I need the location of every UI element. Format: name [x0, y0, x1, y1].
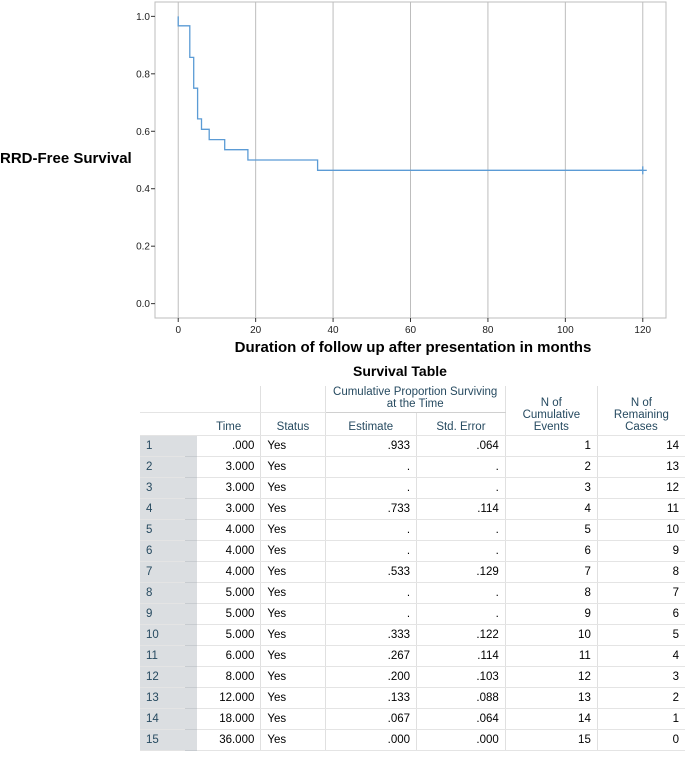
estimate-cell: .	[325, 478, 417, 499]
estimate-cell: .333	[325, 625, 417, 646]
table-row	[140, 457, 685, 478]
table-row	[140, 541, 685, 562]
table-row	[140, 562, 685, 583]
table-row	[140, 625, 685, 646]
cumulative-events-cell: 7	[505, 562, 597, 583]
row-indent-cell	[185, 730, 197, 751]
remaining-cases-cell: 1	[597, 709, 685, 730]
table-title: Survival Table	[353, 363, 447, 379]
estimate-cell: .733	[325, 499, 417, 520]
corner-indent	[185, 386, 197, 413]
row-indent-cell	[185, 688, 197, 709]
x-axis-label: Duration of follow up after presentation in months	[234, 339, 592, 356]
stderror-cell: .064	[417, 436, 506, 457]
cumulative-events-cell: 12	[505, 667, 597, 688]
table-row	[140, 478, 685, 499]
estimate-cell: .	[325, 604, 417, 625]
time-cell: 4.000	[197, 520, 261, 541]
estimate-cell: .533	[325, 562, 417, 583]
col-header-time: Time	[197, 413, 261, 436]
table-row	[140, 730, 685, 751]
estimate-cell: .	[325, 541, 417, 562]
table-row	[140, 583, 685, 604]
remaining-cases-cell: 3	[597, 667, 685, 688]
cumulative-events-cell: 11	[505, 646, 597, 667]
status-cell: Yes	[261, 457, 325, 478]
row-number-cell: 5	[140, 520, 185, 541]
remaining-cases-cell: 13	[597, 457, 685, 478]
time-cell: 12.000	[197, 688, 261, 709]
cumulative-events-cell: 9	[505, 604, 597, 625]
y-tick-label: 0.2	[136, 241, 150, 253]
x-tick-label: 80	[482, 325, 494, 336]
time-cell: 5.000	[197, 625, 261, 646]
stderror-cell: .129	[417, 562, 506, 583]
col-header-stderror: Std. Error	[417, 413, 506, 436]
remaining-cases-cell: 2	[597, 688, 685, 709]
row-indent-cell	[185, 457, 197, 478]
row-number-cell: 3	[140, 478, 185, 499]
x-tick-label: 60	[404, 325, 417, 336]
status-cell: Yes	[261, 667, 325, 688]
y-axis-label: RRD-Free Survival	[0, 150, 132, 167]
status-cell: Yes	[261, 730, 325, 751]
stderror-cell: .088	[417, 688, 506, 709]
cumulative-events-cell: 1	[505, 436, 597, 457]
estimate-cell: .000	[325, 730, 417, 751]
estimate-cell: .	[325, 583, 417, 604]
row-number-cell: 4	[140, 499, 185, 520]
remaining-cases-cell: 9	[597, 541, 685, 562]
x-tick-label: 0	[175, 325, 182, 336]
time-cell: 36.000	[197, 730, 261, 751]
estimate-cell: .067	[325, 709, 417, 730]
row-indent-cell	[185, 709, 197, 730]
row-number-cell: 11	[140, 646, 185, 667]
row-number-cell: 8	[140, 583, 185, 604]
header-spacer	[197, 386, 261, 413]
estimate-cell: .	[325, 457, 417, 478]
stderror-cell: .	[417, 457, 506, 478]
remaining-cases-cell: 12	[597, 478, 685, 499]
cumulative-events-cell: 15	[505, 730, 597, 751]
row-number-cell: 6	[140, 541, 185, 562]
stderror-cell: .114	[417, 646, 506, 667]
stderror-cell: .103	[417, 667, 506, 688]
table-row	[140, 646, 685, 667]
y-tick-label: 0.8	[136, 69, 150, 81]
stderror-cell: .	[417, 604, 506, 625]
group-header: Cumulative Proportion Surviving at the Time	[325, 386, 505, 413]
time-cell: .000	[197, 436, 261, 457]
cumulative-events-cell: 5	[505, 520, 597, 541]
col-header-remaining: N of Remaining Cases	[597, 386, 685, 436]
row-number-cell: 12	[140, 667, 185, 688]
status-cell: Yes	[261, 478, 325, 499]
remaining-cases-cell: 6	[597, 604, 685, 625]
cumulative-events-cell: 6	[505, 541, 597, 562]
y-tick-label: 1.0	[136, 11, 150, 23]
remaining-cases-cell: 4	[597, 646, 685, 667]
time-cell: 5.000	[197, 583, 261, 604]
row-indent-cell	[185, 583, 197, 604]
cumulative-events-cell: 10	[505, 625, 597, 646]
axis-ticks	[136, 12, 651, 336]
status-cell: Yes	[261, 688, 325, 709]
stderror-cell: .064	[417, 709, 506, 730]
cumulative-events-cell: 3	[505, 478, 597, 499]
time-cell: 3.000	[197, 499, 261, 520]
row-number-cell: 10	[140, 625, 185, 646]
table-row	[140, 499, 685, 520]
col-header-status: Status	[261, 413, 325, 436]
time-cell: 5.000	[197, 604, 261, 625]
status-cell: Yes	[261, 436, 325, 457]
survival-table	[140, 386, 685, 751]
row-number-cell: 15	[140, 730, 185, 751]
cumulative-events-cell: 14	[505, 709, 597, 730]
y-tick-label: 0.6	[136, 126, 150, 138]
table-row	[140, 709, 685, 730]
row-indent-cell	[185, 646, 197, 667]
x-tick-label: 100	[557, 325, 574, 336]
survival-chart	[0, 0, 685, 340]
status-cell: Yes	[261, 709, 325, 730]
estimate-cell: .267	[325, 646, 417, 667]
time-cell: 18.000	[197, 709, 261, 730]
col-header-estimate: Estimate	[325, 413, 417, 436]
cumulative-events-cell: 8	[505, 583, 597, 604]
stderror-cell: .114	[417, 499, 506, 520]
remaining-cases-cell: 14	[597, 436, 685, 457]
corner-indent	[185, 413, 197, 436]
remaining-cases-cell: 8	[597, 562, 685, 583]
stderror-cell: .122	[417, 625, 506, 646]
estimate-cell: .	[325, 520, 417, 541]
stderror-cell: .	[417, 478, 506, 499]
estimate-cell: .933	[325, 436, 417, 457]
stderror-cell: .	[417, 520, 506, 541]
x-tick-label: 40	[327, 325, 339, 336]
row-number-cell: 7	[140, 562, 185, 583]
stderror-cell: .	[417, 583, 506, 604]
row-indent-cell	[185, 541, 197, 562]
row-number-cell: 14	[140, 709, 185, 730]
row-number-cell: 13	[140, 688, 185, 709]
row-indent-cell	[185, 604, 197, 625]
remaining-cases-cell: 0	[597, 730, 685, 751]
table-row	[140, 604, 685, 625]
remaining-cases-cell: 10	[597, 520, 685, 541]
header-spacer	[261, 386, 325, 413]
time-cell: 8.000	[197, 667, 261, 688]
estimate-cell: .200	[325, 667, 417, 688]
table-header-row-1	[140, 386, 685, 413]
remaining-cases-cell: 11	[597, 499, 685, 520]
corner-cell	[140, 386, 185, 413]
time-cell: 3.000	[197, 478, 261, 499]
status-cell: Yes	[261, 625, 325, 646]
row-indent-cell	[185, 436, 197, 457]
time-cell: 6.000	[197, 646, 261, 667]
table-body	[140, 436, 685, 751]
row-indent-cell	[185, 499, 197, 520]
status-cell: Yes	[261, 520, 325, 541]
time-cell: 4.000	[197, 541, 261, 562]
table-row	[140, 520, 685, 541]
remaining-cases-cell: 5	[597, 625, 685, 646]
cumulative-events-cell: 13	[505, 688, 597, 709]
table-row	[140, 436, 685, 457]
status-cell: Yes	[261, 499, 325, 520]
status-cell: Yes	[261, 646, 325, 667]
status-cell: Yes	[261, 541, 325, 562]
row-indent-cell	[185, 667, 197, 688]
row-number-cell: 9	[140, 604, 185, 625]
stderror-cell: .	[417, 541, 506, 562]
status-cell: Yes	[261, 583, 325, 604]
series-layer	[178, 16, 647, 174]
x-tick-label: 20	[250, 325, 262, 336]
row-number-cell: 1	[140, 436, 185, 457]
row-indent-cell	[185, 625, 197, 646]
status-cell: Yes	[261, 562, 325, 583]
cumulative-events-cell: 2	[505, 457, 597, 478]
row-indent-cell	[185, 478, 197, 499]
table-row	[140, 667, 685, 688]
status-cell: Yes	[261, 604, 325, 625]
row-indent-cell	[185, 562, 197, 583]
row-number-cell: 2	[140, 457, 185, 478]
cumulative-events-cell: 4	[505, 499, 597, 520]
row-indent-cell	[185, 520, 197, 541]
col-header-events: N of Cumulative Events	[505, 386, 597, 436]
stderror-cell: .000	[417, 730, 506, 751]
estimate-cell: .133	[325, 688, 417, 709]
table-row	[140, 688, 685, 709]
y-tick-label: 0.0	[136, 299, 150, 311]
y-tick-label: 0.4	[136, 184, 150, 196]
corner-cell	[140, 413, 185, 436]
time-cell: 4.000	[197, 562, 261, 583]
remaining-cases-cell: 7	[597, 583, 685, 604]
x-tick-label: 120	[634, 325, 652, 336]
time-cell: 3.000	[197, 457, 261, 478]
